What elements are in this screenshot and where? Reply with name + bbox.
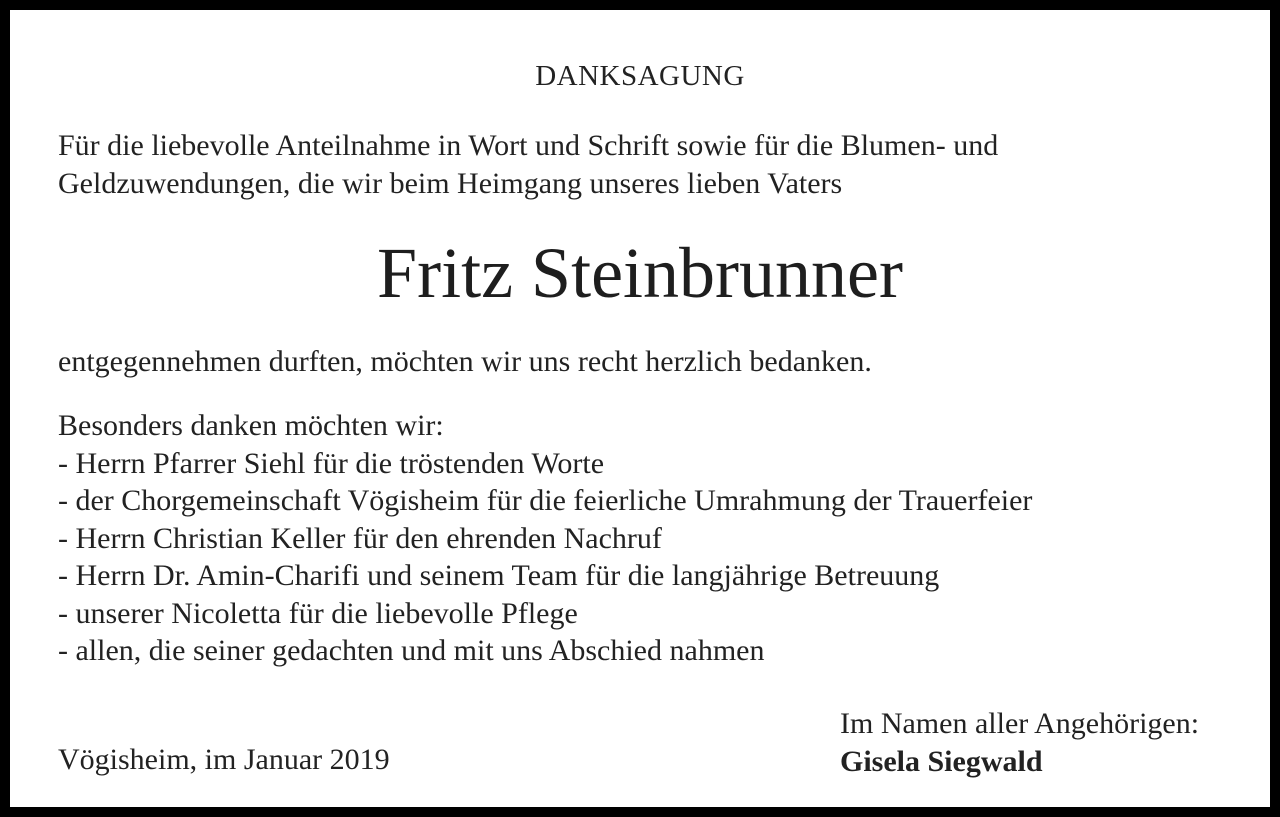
thanks-line: entgegennehmen durften, möchten wir uns recht herzlich bedanken.	[58, 345, 872, 378]
deceased-name: Fritz Steinbrunner	[377, 233, 903, 313]
intro-text	[58, 127, 1238, 203]
thanks-item: - Herrn Christian Keller für den ehrenden Nachruf	[58, 521, 662, 555]
intro-line: Für die liebevolle Anteilnahme in Wort und Schrift sowie für die Blumen- und	[58, 129, 999, 162]
special-thanks	[58, 407, 1032, 670]
signature-block	[840, 705, 1199, 781]
thanks-item: - Herrn Dr. Amin-Charifi und seinem Team für die langjährige Betreuung	[58, 559, 940, 592]
thanks-item: - unserer Nicoletta für die liebevolle Pflege	[58, 596, 578, 630]
place-date: Vögisheim, im Januar 2019	[58, 743, 390, 776]
thanks-item: - allen, die seiner gedachten und mit uns Abschied nahmen	[58, 634, 765, 667]
signature-intro: Im Namen aller Angehörigen:	[840, 707, 1200, 740]
intro-line: Geldzuwendungen, die wir beim Heimgang unseres lieben Vaters	[58, 167, 843, 200]
thanks-item: - Herrn Pfarrer Siehl für die tröstenden Worte	[58, 446, 605, 480]
signer-name: Gisela Siegwald	[840, 745, 1043, 778]
notice-heading: DANKSAGUNG	[535, 60, 745, 92]
special-thanks-heading: Besonders danken möchten wir:	[58, 409, 444, 442]
thanks-item: - der Chorgemeinschaft Vögisheim für die feierliche Umrahmung der Trauerfeier	[58, 484, 1033, 517]
